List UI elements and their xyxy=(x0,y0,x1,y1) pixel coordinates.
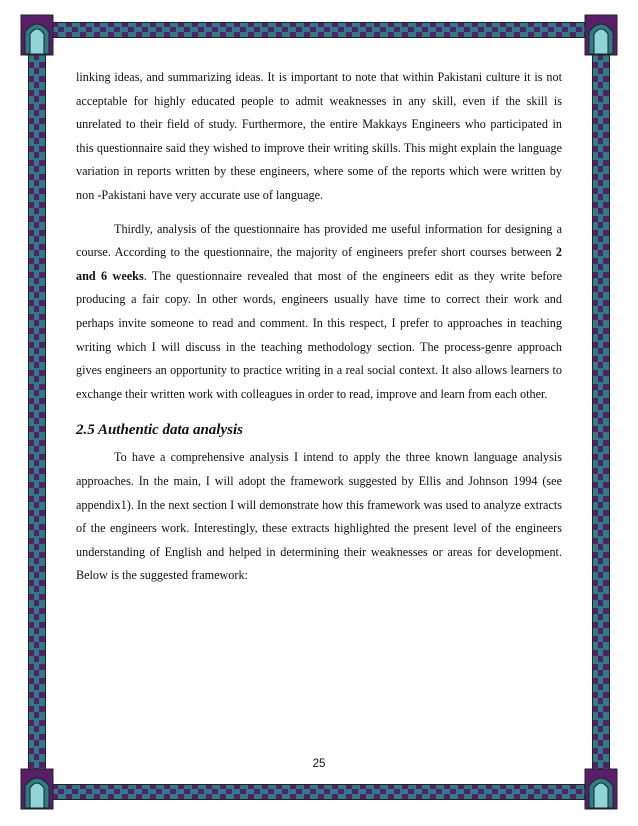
corner-arch-icon xyxy=(584,14,618,56)
border-top xyxy=(30,22,608,38)
paragraph-2-text-b: . The questionnaire revealed that most of the engineers edit as they write before producing a fair copy. In other words, engineers usually have time to correct their work and perhaps invite someone to read and comment. In this respect, I prefer to approaches in teaching writing which I will discuss in the teaching methodology section. The process-genre approach gives engineers an opportunity to practice writing in a real social context. It also allows learners to exchange their written work with colleagues in order to read, improve and learn from each other. xyxy=(76,268,562,401)
page-number: 25 xyxy=(312,758,326,770)
paragraph-3: To have a comprehensive analysis I intend to apply the three known language analysis approaches. In the main, I will adopt the framework suggested by Ellis and Johnson 1994 (see appendix1). In the next section I will demonstrate how this framework was used to analyze extracts of the engineers work. Interestingly, these extracts highlighted the present level of the engineers understanding of English and helped in determining their weaknesses or areas for development. Below is the suggested framework: xyxy=(76,450,562,583)
border-bottom xyxy=(30,784,608,800)
corner-arch-icon xyxy=(20,14,54,56)
corner-arch-icon xyxy=(20,768,54,810)
section-heading: 2.5 Authentic data analysis xyxy=(76,422,243,439)
paragraph-2-text-a: Thirdly, analysis of the questionnaire has provided me useful information for designing a course. According to the questionnaire, the majority of engineers prefer short courses between xyxy=(76,221,562,260)
paragraph-2-bold: 2 and 6 weeks xyxy=(76,245,562,283)
border-right xyxy=(592,40,610,784)
paragraph-1: linking ideas, and summarizing ideas. It is important to note that within Pakistani culture it is not acceptable for highly educated people to admit weaknesses in any skill, even if the skill is unrelated to their field of study. Furthermore, the entire Makkays Engineers who participated in this questionnaire said they wished to improve their writing skills. This might explain the language variation in reports written by these engineers, where some of the reports which were written by non -Pakistani have very accurate use of language. xyxy=(76,70,562,202)
corner-arch-icon xyxy=(584,768,618,810)
paragraph-2 xyxy=(76,218,562,407)
page-body xyxy=(76,66,562,588)
border-left xyxy=(28,40,46,784)
